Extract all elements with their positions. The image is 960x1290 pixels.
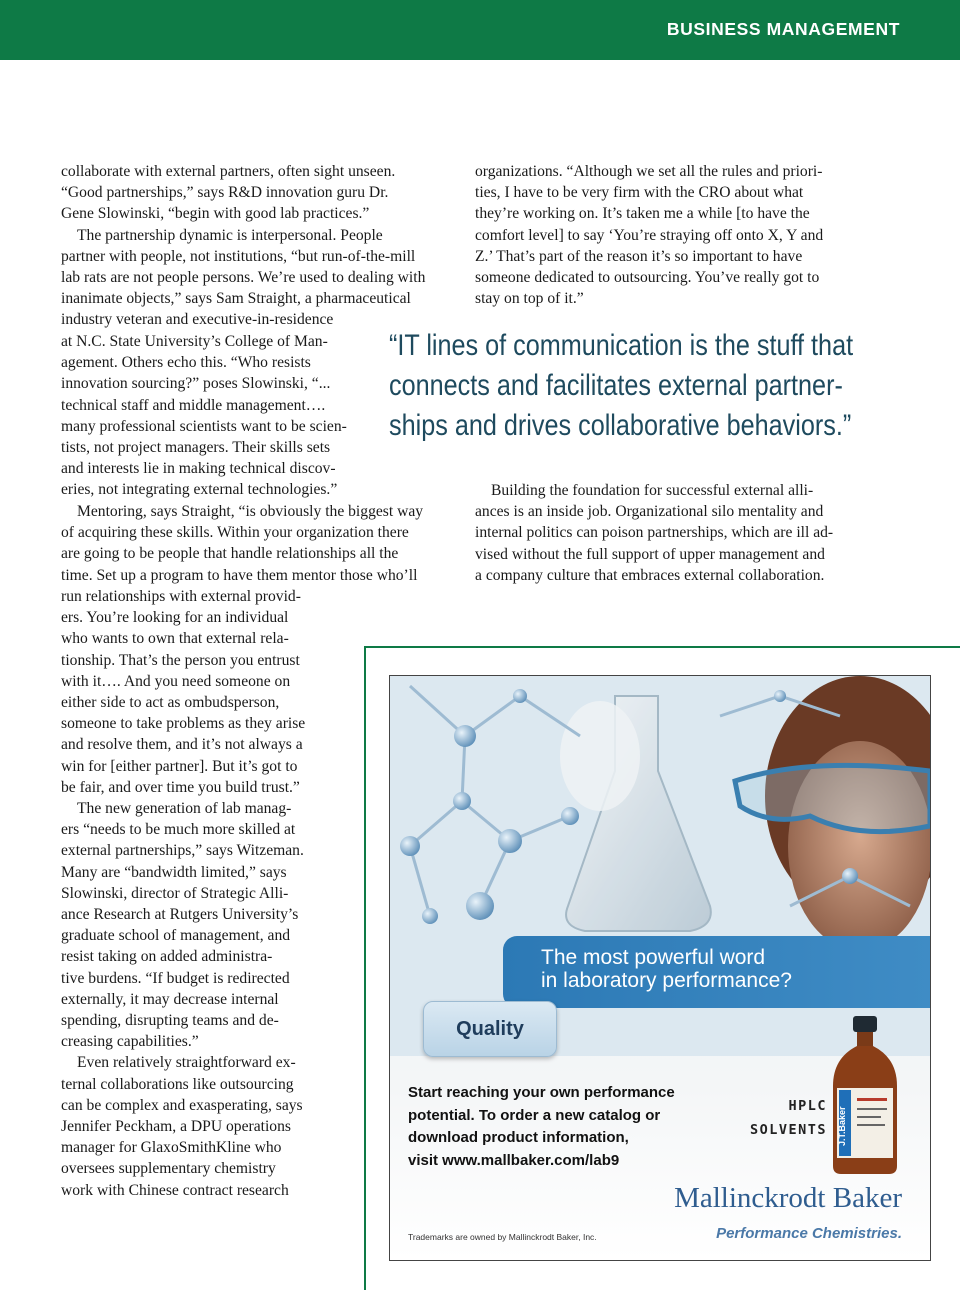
text-line: ternal collaborations like outsourcing — [61, 1075, 294, 1093]
ad-body-line: download product information, — [408, 1129, 629, 1146]
text-line: inanimate objects,” says Sam Straight, a pharmaceutical — [61, 290, 411, 308]
text-line: The partnership dynamic is interpersonal. People — [77, 226, 383, 244]
text-line: technical staff and middle management…. — [61, 396, 326, 414]
text-line: tists, not project managers. Their skills sets — [61, 439, 331, 457]
text-line: be fair, and over time you build trust.” — [61, 778, 300, 796]
text-line: collaborate with external partners, often sight unseen. — [61, 163, 396, 180]
ad-product-line: SOLVENTS — [750, 1122, 828, 1138]
text-line: ers “needs to be much more skilled at — [61, 821, 296, 839]
text-line: Slowinski, director of Strategic Alli- — [61, 884, 289, 902]
text-line: can be complex and exasperating, says — [61, 1096, 303, 1114]
text-line: resist taking on added administra- — [61, 948, 273, 966]
ad-frame-rule — [364, 646, 960, 648]
text-line: either side to act as ombudsperson, — [61, 694, 280, 712]
ad-brand-tagline: Performance Chemistries. — [716, 1225, 902, 1242]
pull-quote-line: connects and facilitates external partner- — [389, 369, 843, 402]
text-line: of acquiring these skills. Within your organization there — [61, 524, 409, 542]
text-line: a company culture that embraces external collaboration. — [475, 566, 825, 584]
text-line: lab rats are not people persons. We’re used to dealing with — [61, 269, 426, 287]
text-line: innovation sourcing?” poses Slowinski, “... — [61, 375, 331, 393]
text-line: graduate school of management, and — [61, 927, 291, 945]
text-line: organizations. “Although we set all the rules and priori- — [475, 163, 823, 180]
text-line: someone dedicated to outsourcing. You’ve really got to — [475, 269, 820, 287]
text-line: run relationships with external provid- — [61, 588, 301, 605]
text-line: time. Set up a program to have them mentor those who’ll — [61, 566, 418, 584]
ad-quality-label: Quality — [456, 1018, 524, 1040]
ad-body-line[interactable]: visit www.mallbaker.com/lab9 — [408, 1151, 620, 1169]
ad-trademark-note: Trademarks are owned by Mallinckrodt Baker, Inc. — [408, 1232, 597, 1242]
text-line: at N.C. State University’s College of Man- — [61, 333, 328, 350]
text-line: internal politics can poison partnerships, which are ill ad- — [475, 524, 834, 542]
ad-brand-name: Mallinckrodt Baker — [674, 1182, 902, 1214]
text-line: with it…. And you need someone on — [61, 672, 291, 690]
text-line: comfort level] to say ‘You’re straying off onto X, Y and — [475, 226, 824, 244]
article-left-wide — [61, 501, 456, 586]
text-line: are going to be people that handle relationships all the — [61, 545, 399, 563]
ad-headline-banner — [503, 936, 930, 1008]
text-line: and interests lie in making technical discov- — [61, 460, 336, 478]
bottle-brand-text: J.T.Baker — [837, 1106, 847, 1146]
text-line: ers. You’re looking for an individual — [61, 609, 289, 627]
article-left-narrow — [61, 331, 373, 501]
ad-body-line: potential. To order a new catalog or — [408, 1106, 661, 1124]
text-line: ties, I have to be very firm with the CRO about what — [475, 184, 804, 202]
text-line: tionship. That’s the person you entrust — [61, 651, 300, 669]
text-line: tive burdens. “If budget is redirected — [61, 969, 290, 987]
text-line: Even relatively straightforward ex- — [77, 1054, 296, 1072]
text-line: oversees supplementary chemistry — [61, 1160, 276, 1178]
text-line: work with Chinese contract research — [61, 1181, 289, 1199]
ad-quality-callout — [423, 1001, 557, 1057]
text-line: ances is an inside job. Organizational silo mentality and — [475, 503, 824, 521]
text-line: externally, it may decrease internal — [61, 990, 279, 1008]
text-line: partner with people, not institutions, “but run-of-the-mill — [61, 247, 416, 265]
text-line: vised without the full support of upper management and — [475, 545, 825, 563]
text-line: “Good partnerships,” says R&D innovation guru Dr. — [61, 184, 389, 202]
text-line: Z.’ That’s part of the reason it’s so important to have — [475, 247, 803, 265]
advertisement[interactable] — [389, 675, 931, 1261]
article-left-bottom — [61, 586, 331, 1201]
ad-frame-rule — [364, 646, 366, 1290]
solvent-bottle-icon — [825, 1016, 905, 1176]
pull-quote-line: “IT lines of communication is the stuff that — [389, 329, 854, 362]
ad-body-line: Start reaching your own performance — [408, 1084, 675, 1101]
text-line: creasing capabilities.” — [61, 1033, 199, 1051]
section-label: BUSINESS MANAGEMENT — [666, 19, 900, 39]
ad-headline-line: in laboratory performance? — [541, 969, 792, 992]
ad-product-label — [750, 1094, 827, 1142]
text-line: The new generation of lab manag- — [77, 800, 292, 818]
text-line: industry veteran and executive-in-residence — [61, 311, 334, 329]
text-line: stay on top of it.” — [475, 290, 584, 308]
text-line: someone to take problems as they arise — [61, 715, 306, 733]
text-line: manager for GlaxoSmithKline who — [61, 1139, 282, 1157]
text-line: external partnerships,” says Witzeman. — [61, 842, 304, 860]
text-line: ance Research at Rutgers University’s — [61, 906, 299, 924]
ad-body-copy — [408, 1082, 708, 1172]
text-line: Gene Slowinski, “begin with good lab practices.” — [61, 205, 370, 223]
text-line: who wants to own that external rela- — [61, 630, 289, 648]
article-right-top — [475, 161, 868, 309]
text-line: Mentoring, says Straight, “is obviously the biggest way — [77, 503, 424, 520]
pull-quote — [389, 326, 876, 446]
text-line: eries, not integrating external technologies.” — [61, 481, 338, 499]
text-line: win for [either partner]. But it’s got to — [61, 757, 298, 775]
ad-product-line: HPLC — [788, 1098, 828, 1114]
article-left-top — [61, 161, 456, 331]
text-line: Many are “bandwidth limited,” says — [61, 863, 287, 881]
header-bar — [0, 0, 960, 60]
text-line: agement. Others echo this. “Who resists — [61, 354, 311, 372]
article-right-mid — [475, 480, 868, 586]
pull-quote-line: ships and drives collaborative behaviors.” — [389, 409, 852, 442]
text-line: Building the foundation for successful external alli- — [491, 482, 814, 499]
text-line: spending, disrupting teams and de- — [61, 1012, 279, 1030]
text-line: Jennifer Peckham, a DPU operations — [61, 1118, 291, 1136]
text-line: they’re working on. It’s taken me a while [to have the — [475, 205, 810, 223]
text-line: and resolve them, and it’s not always a — [61, 736, 303, 754]
text-line: many professional scientists want to be scien- — [61, 417, 347, 435]
ad-headline-line: The most powerful word — [541, 946, 766, 969]
